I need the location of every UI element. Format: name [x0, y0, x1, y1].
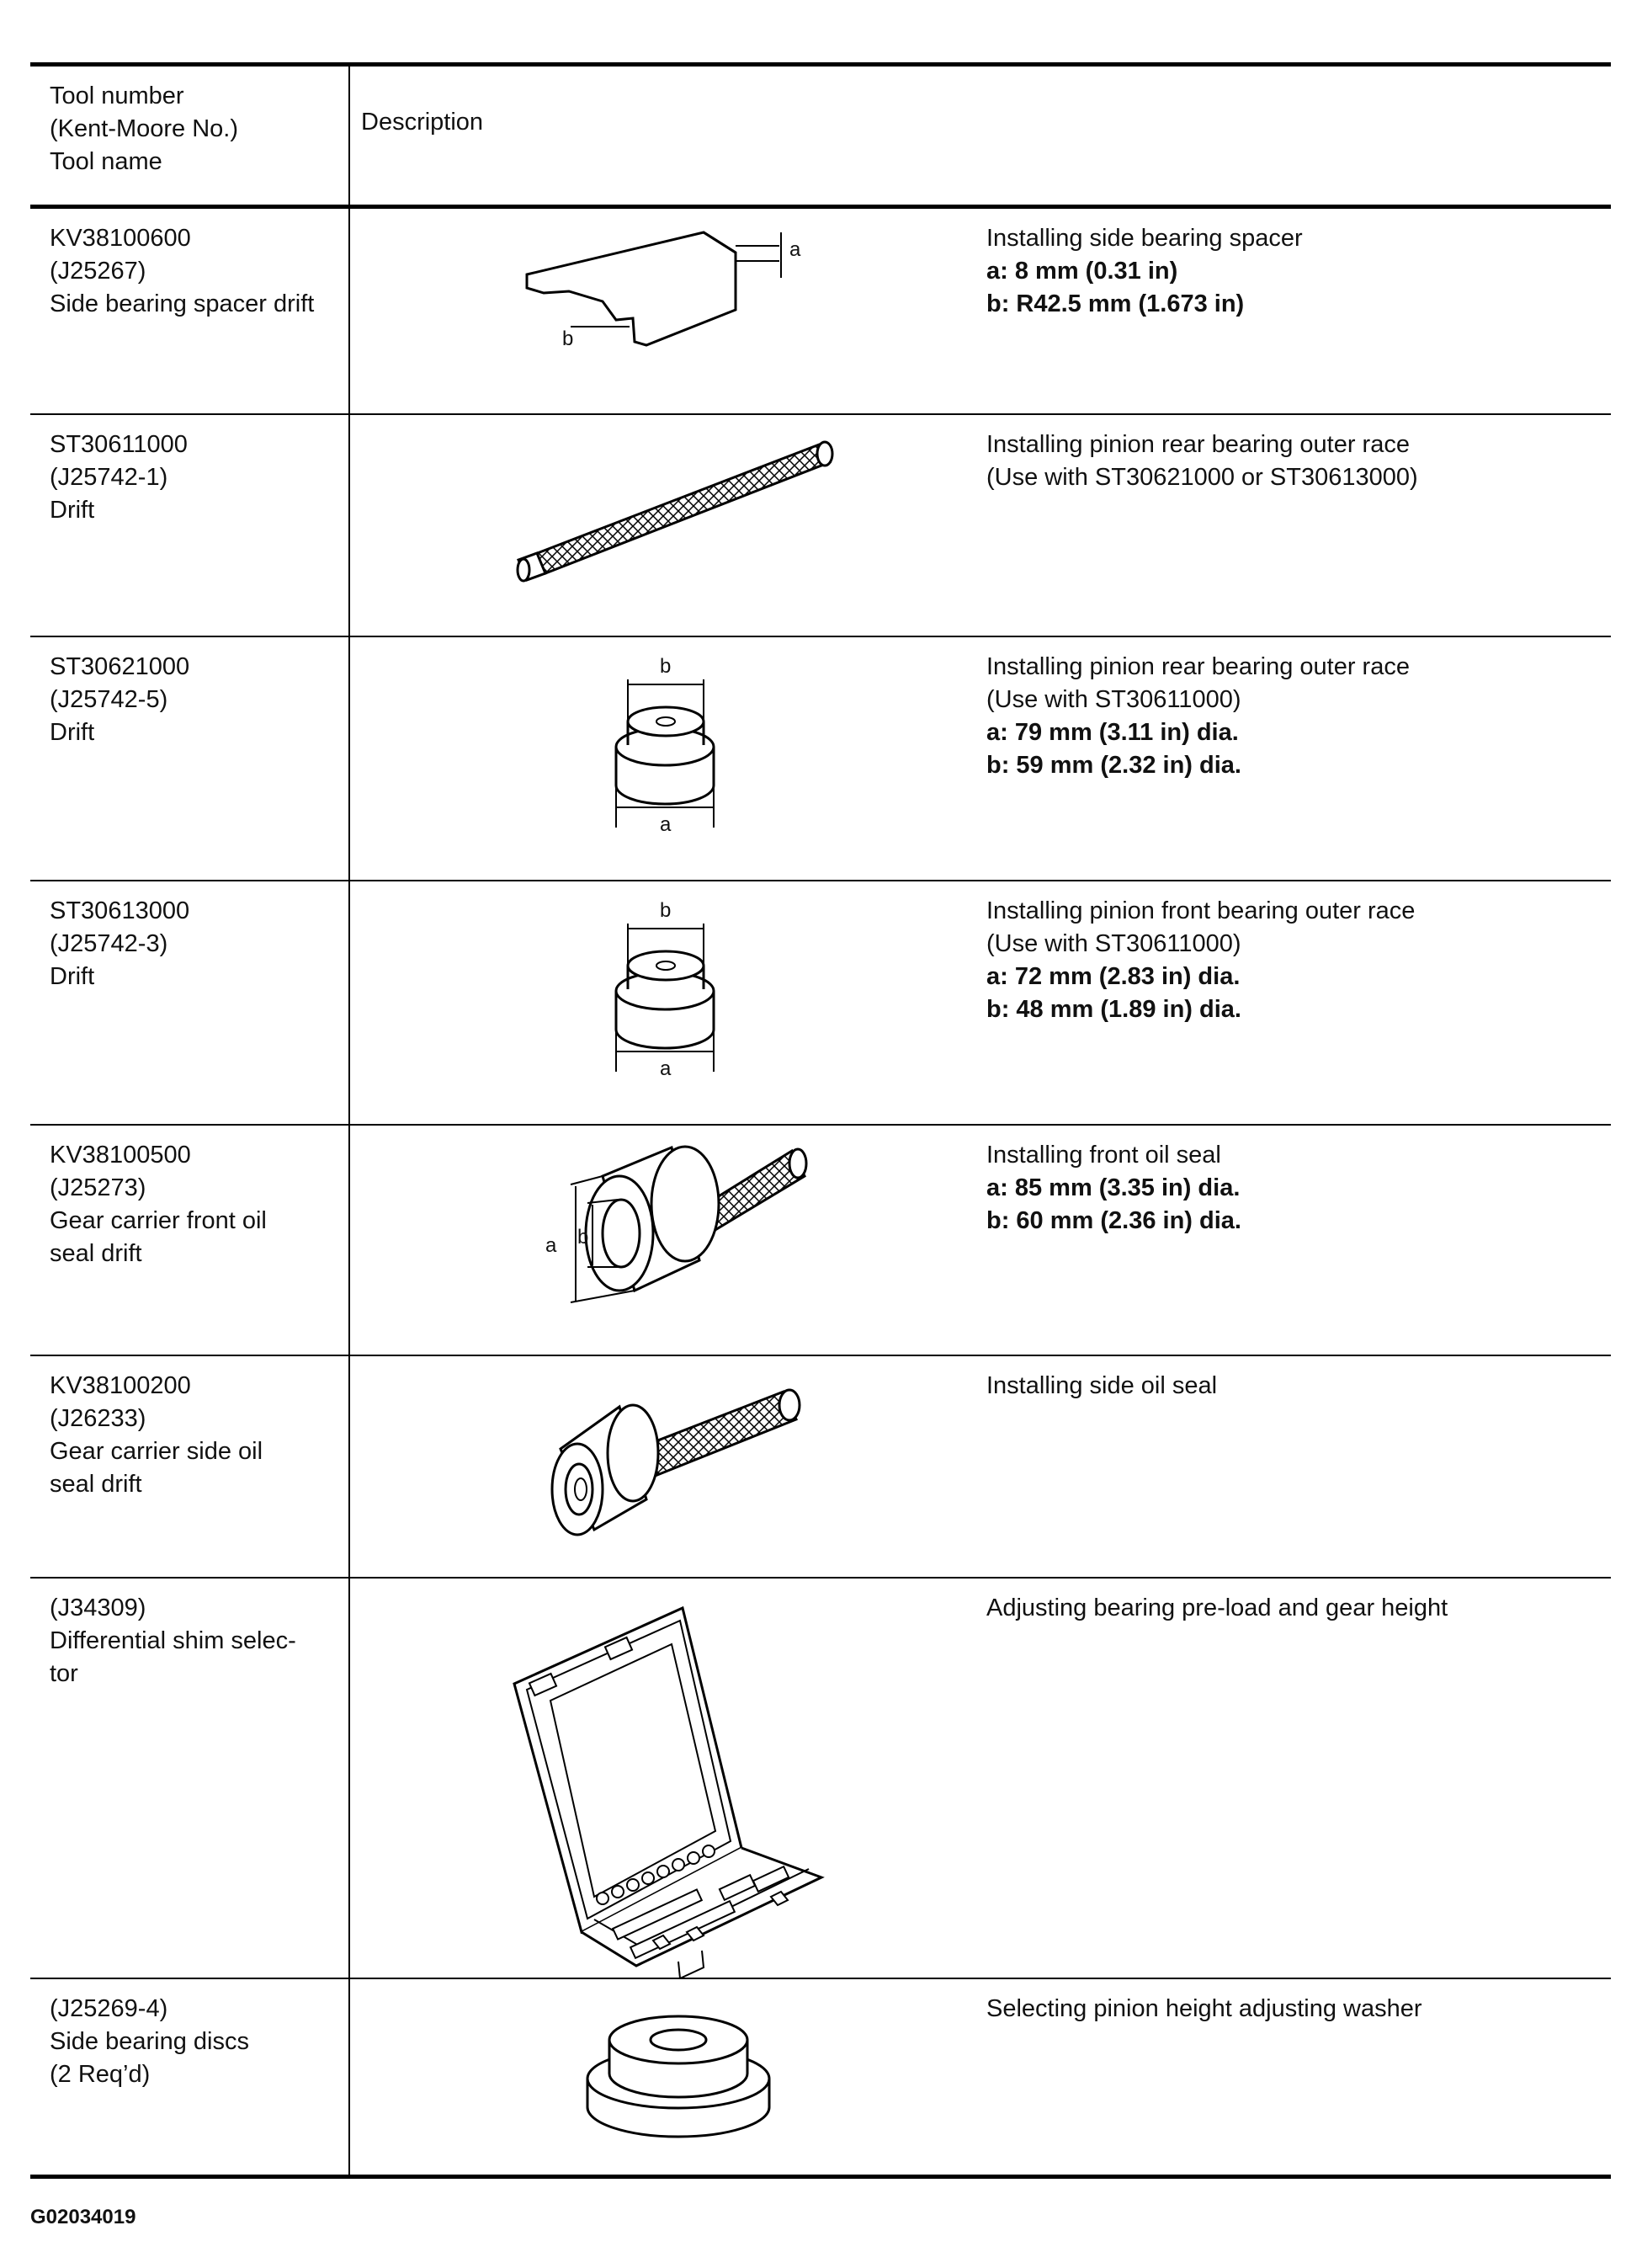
table-row — [30, 1578, 1611, 1978]
svg-text:b: b — [577, 1225, 589, 1248]
tool-desc-cell: a b Installing front oil seal a: 85 mm (3.35 in) dia. b: 60 mm (2.36 in) dia. — [349, 1125, 1611, 1355]
header-col1: Tool number (Kent-Moore No.) Tool name — [30, 65, 349, 207]
table-row — [30, 1978, 1611, 2177]
tool-desc-cell: Selecting pinion height adjusting washer — [349, 1978, 1611, 2177]
svg-text:b: b — [660, 654, 672, 678]
table-row — [30, 1125, 1611, 1355]
svg-text:b: b — [562, 327, 574, 350]
table-row — [30, 414, 1611, 636]
tool-id-cell: ST30621000 (J25742-5) Drift — [30, 636, 349, 881]
shim-selector-case-illustration — [350, 1579, 1192, 1979]
svg-text:a: a — [660, 1057, 672, 1080]
table-row — [30, 207, 1611, 414]
svg-text:b: b — [660, 898, 672, 922]
header-col2: Description — [349, 65, 1611, 207]
svg-text:a: a — [789, 238, 801, 261]
tool-desc-cell: b a Installing pinion front bearing outer race (Use with ST30611000) a: 72 mm (2.83 in) dia. b: 48 mm (1.89 in) dia. — [349, 881, 1611, 1125]
tool-id-cell: (J34309) Differential shim selec- tor — [30, 1578, 349, 1978]
tool-desc-cell: b a Installing pinion rear bearing outer race (Use with ST30611000) a: 79 mm (3.11 in) dia. b: 59 mm (2.32 in) dia. — [349, 636, 1611, 881]
tool-id-cell: ST30613000 (J25742-3) Drift — [30, 881, 349, 1125]
table-row — [30, 881, 1611, 1125]
figure-id: G02034019 — [30, 2206, 136, 2228]
tool-desc-cell: Adjusting bearing pre-load and gear height — [349, 1578, 1611, 1978]
special-tools-table — [30, 62, 1611, 2179]
svg-text:a: a — [545, 1233, 557, 1257]
tool-id-cell: KV38100200 (J26233) Gear carrier side oil seal drift — [30, 1355, 349, 1578]
svg-text:a: a — [660, 812, 672, 836]
tool-desc-cell: Installing side oil seal — [349, 1355, 1611, 1578]
tool-desc-cell: a b Installing side bearing spacer a: 8 mm (0.31 in) b: R42.5 mm (1.673 in) — [349, 207, 1611, 414]
table-row — [30, 636, 1611, 881]
tool-desc-cell: Installing pinion rear bearing outer race (Use with ST30621000 or ST30613000) — [349, 414, 1611, 636]
tool-id-cell: (J25269-4) Side bearing discs (2 Req’d) — [30, 1978, 349, 2177]
tool-id-cell: ST30611000 (J25742-1) Drift — [30, 414, 349, 636]
table-row — [30, 1355, 1611, 1578]
tool-id-cell: KV38100500 (J25273) Gear carrier front oil seal drift — [30, 1125, 349, 1355]
tool-id-cell: KV38100600 (J25267) Side bearing spacer drift — [30, 207, 349, 414]
table-header — [30, 65, 1611, 207]
